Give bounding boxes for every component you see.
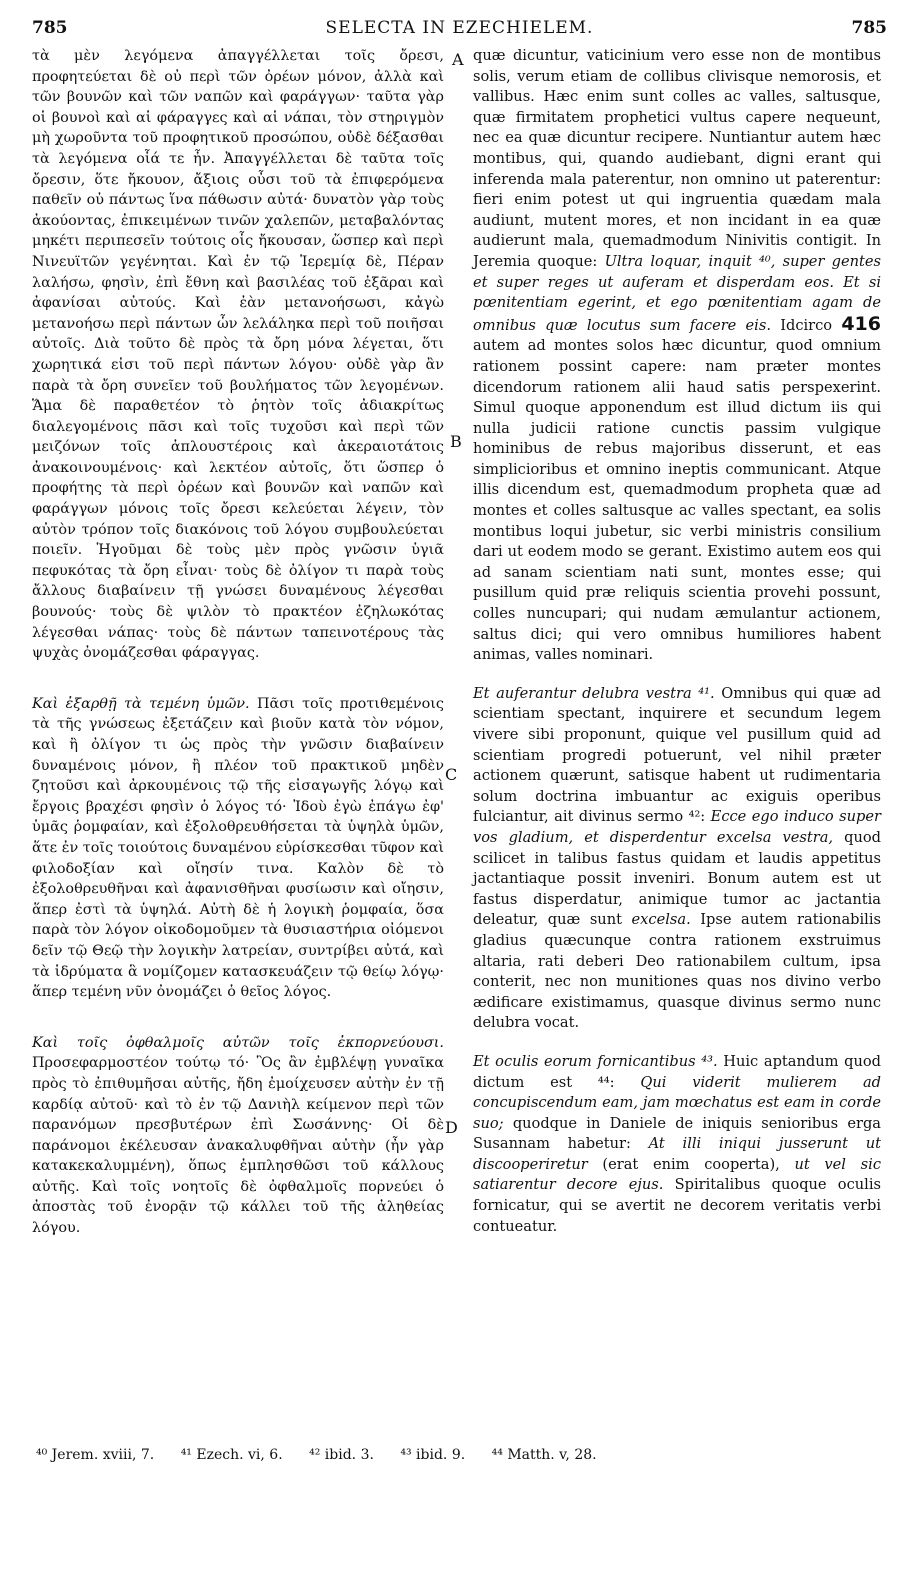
latin-quote-2b: excelsa. (631, 911, 691, 929)
footnote: ⁴² ibid. 3. (309, 1447, 374, 1463)
latin-text-3d: Spiritalibus quoque oculis fornicatur, qui se avertit ne decorem veritatis verbi contueatur. (473, 1176, 881, 1235)
margin-letter-d: D (445, 1118, 458, 1137)
page-number-left: 785 (32, 18, 68, 38)
footnote: ⁴³ ibid. 9. (400, 1447, 466, 1463)
latin-text-3c: (erat enim cooperta), (587, 1155, 795, 1173)
footnote: ⁴⁴ Matth. v, 28. (491, 1447, 597, 1463)
greek-lemma-2: Καὶ ἐξαρθῇ τὰ τεμένη ὑμῶν. (32, 695, 250, 712)
margin-letter-b: B (450, 432, 462, 451)
latin-text-1b: autem ad montes solos hæc dicuntur, quod omnium rationem possint capere: nam præter montes dicendorum rationem alii haud satis perspexerint. Simul quoque apponendum est illud dictum iis qui nulla judicii ratione cunctis passim vulgique hominibus de rebus majoribus disserunt, et eas simplicioribus et omnino ineptis communicant. Atque illis dicendum est, quemadmodum propheta quæ ad montes et colles saltusque ac valles spectant, ea solis montibus loqui jubetur, sic verbi ministris consilium dari ut eodem modo se gerant. Existimo autem eos qui ad sanam scientiam nati sunt, montes esse; qui pusillum quid præ reliquis scientia provehi possunt, colles nuncupari; qui nudam æmulantur actionem, saltus dici; qui vero omnibus humiliores habent animas, valles nominari. (473, 337, 881, 664)
latin-text-3a: Huic aptandum quod dictum est ⁴⁴: (473, 1052, 881, 1091)
latin-text-1a: quæ dicuntur, vaticinium vero esse non de montibus solis, verum etiam de collibus clivisque nemorosis, et vallibus. Hæc enim sunt colles ac valles, saltusque, quæ firmitatem prophetici vultus capere nequeunt, nec ea quæ dicuntur recipere. Nuntiantur autem hæc montibus, qui, quando audiebant, digni erant qui inferenda mala paterentur, non omnino ut paterentur: fieri enim potest ut qui ingruentia quædam mala audiunt, mutent mores, et non incidant in ea quæ audierunt mala, quemadmodum Ninivitis contigit. In Jeremia quoque: (473, 47, 881, 270)
greek-paragraph-2 (32, 694, 444, 1003)
latin-text-2c: Ipse autem rationabilis gladius quæcunque contra rationem exstruimus altaria, rati deberi Deo rationabilem cultum, ipsa conterit, nec non munitiones quas nos divino verbo ædificare existimamus, quasque divinus sermo nunc delubra vocat. (473, 911, 881, 1032)
latin-paragraph-3 (473, 1052, 881, 1237)
running-title: SELECTA IN EZECHIELEM. (325, 18, 594, 38)
latin-lemma-2: Et auferantur delubra vestra ⁴¹. (473, 684, 715, 702)
latin-quote-3c: ut vel sic satiarentur decore ejus. (473, 1155, 881, 1194)
latin-quote-3: Qui viderit mulierem ad concupiscendum eam, jam mœchatus est eam in corde suo; (473, 1073, 881, 1132)
greek-lemma-3: Καὶ τοῖς ὀφθαλμοῖς αὐτῶν τοῖς ἐκπορνεύουσι. (32, 1034, 444, 1051)
latin-quote-1: Ultra loquar, inquit ⁴⁰, super gentes et super reges ut auferam et disperdam eos. Et si pœnitentiam egerint, et ego pœnitentiam agam de omnibus quæ locutus sum facere eis. (473, 252, 882, 334)
page-header (32, 14, 887, 44)
greek-paragraph-1: τὰ μὲν λεγόμενα ἀπαγγέλλεται τοῖς ὄρεσι, προφητεύεται δὲ οὐ περὶ τῶν ὀρέων μόνον, ἀλλὰ καὶ τῶν βουνῶν καὶ τῶν ναπῶν καὶ φαράγγων· ταῦτα γὰρ οἱ βουνοὶ καὶ αἱ φάραγγες καὶ αἱ νάπαι, τὸν στηριγμὸν μὴ χωροῦντα τοῦ προφητικοῦ προσώπου, οὐδὲ δέξασθαι τὰ λεγόμενα οἷά τε ἦν. Ἀπαγγέλλεται δὲ ταῦτα τοῖς ὄρεσιν, ὅτε ἤκουον, ἄξιοις οὖσι τοῦ τὰ ἐπιφερόμενα παθεῖν οὐ πάντως ἵνα πάθωσιν αὐτά· δυνατὸν γὰρ τοὺς ἀκούοντας, ἐπικειμένων τινῶν χαλεπῶν, μεταβαλόντας μηκέτι περιπεσεῖν τούτοις οἷς ἤκουσαν, ὥσπερ καὶ περὶ Νινευϊτῶν γεγένηται. Καὶ ἐν τῷ Ἱερεμίᾳ δὲ, Πέραν λαλήσω, φησὶν, ἐπὶ ἔθνη καὶ βασιλέας τοῦ ἐξᾶραι καὶ ἀφανίσαι αὐτούς. Καὶ ἐὰν μετανοήσωσι, κἀγὼ μετανοήσω περὶ πάντων ὧν λελάληκα περὶ τοῦ ποιῆσαι αὐτοῖς. Διὰ τοῦτο δὲ πρὸς τὰ ὄρη μόνα λέγεται, ὅτι χωρητικά εἰσι τοῦ περὶ πάντων λόγου· οὐδὲ γὰρ ἂν παρὰ τὰ ὄρη συνεῖεν τοῦ βουλήματος τῶν λεγομένων. Ἅμα δὲ παραθετέον τὸ ῥητὸν τοῖς ἀδιακρίτως διαλεγομένοις πᾶσι καὶ τοῖς τυχοῦσι καὶ περὶ τῶν μειζόνων τοῖς ἁπλουστέροις καὶ ἀκεραιοτάτοις ἀνακοινουμένοις· καὶ λεκτέον αὐτοῖς, ὅτι ὥσπερ ὁ προφήτης τὰ περὶ ὀρέων καὶ βουνῶν καὶ ναπῶν καὶ φαράγγων μόνοις τοῖς ὄρεσι κελεύεται λέγειν, τὸν αὐτὸν τρόπον τοῖς διακόνοις τοῦ λόγου συμβουλεύεται ποιεῖν. Ἡγοῦμαι δὲ τοὺς μὲν πρὸς γνῶσιν ὑγιᾶ πεφυκότας τὰ ὄρη εἶναι· τοὺς δὲ ὀλίγον τι παρὰ τοὺς ἄλλους διαβαίνειν τῇ γνώσει δυναμένους λέγεσθαι βουνούς· τοὺς δὲ ψιλὸν τὸ πρακτέον ἐζηλωκότας λέγεσθαι νάπας· τοὺς δὲ πάντων ταπεινοτέρους τὰς ψυχὰς ὀνομάζεσθαι φάραγγας. (32, 48, 444, 662)
latin-text-2a: Omnibus qui quæ ad scientiam spectant, inquirere et secundum legem vivere sibi proponunt, quique vel pusillum quid ad scientiam progredi potuerunt, vel nihil præter actionem quærunt, satisque habent ut rudimentaria solum doctrina imbuantur ac exiguis operibus fulciantur, ait divinus sermo ⁴²: (473, 684, 881, 826)
latin-text-2b: quod scilicet in talibus fastus quidam et laudis appetitus jactantiaque possit inveniri. Bonum autem est ut fastus disperdatur, animique tumor ac jactantia deleatur, quæ sunt (473, 828, 882, 929)
latin-column (473, 46, 881, 1237)
latin-text-3b: quodque in Daniele de iniquis senioribus erga Susannam habetur: (473, 1114, 881, 1153)
greek-column (32, 46, 444, 1239)
latin-quote-2: Ecce ego induco super vos gladium, et disperdentur excelsa vestra, (473, 808, 881, 846)
latin-lemma-3: Et oculis eorum fornicantibus ⁴³. (473, 1052, 718, 1070)
greek-text-2: Πᾶσι τοῖς προτιθεμένοις τὰ τῆς γνώσεως ἐξετάζειν καὶ βιοῦν κατὰ τὸν νόμον, καὶ ἢ ὀλίγον τι ὡς πρὸς τὴν γνῶσιν διαβαίνειν δυναμένοις μόνον, ἢ πλέον τοῦ πρακτικοῦ μηδὲν ζητοῦσι καὶ ἀρκουμένοις τῷ τῆς εἰσαγωγῆς λόγῳ καὶ ἔργοις βραχέσι φησὶν ὁ λόγος τό· Ἰδοὺ ἐγὼ ἐπάγω ἐφ' ὑμᾶς ῥομφαίαν, καὶ ἐξολοθρευθήσεται τὰ ὑψηλὰ ὑμῶν, ἅτε ἐν τοῖς τοιούτοις δυναμένου εὑρίσκεσθαι τῦφον καὶ φιλοδοξίαν καὶ οἴησίν τινα. Καλὸν δὲ τὸ ἐξολοθρευθῆναι καὶ ἀφανισθῆναι φυσίωσιν καὶ οἴησιν, ἅπερ ἐστὶ τὰ ὑψηλά. Αὐτὴ δὲ ἡ λογικὴ ῥομφαία, ὅσα παρὰ τὸν λόγον οἰκοδομοῦμεν τὰ θυσιαστήρια οἰόμενοι δεῖν τῷ Θεῷ τὴν λογικὴν λατρείαν, συντρίβει αὐτά, καὶ τὰ ἱδρύματα ἃ νομίζομεν κατασκευάζειν τῷ θείῳ λόγῳ· ἅπερ τεμένη νῦν ὀνομάζει ὁ θεῖος λόγος. (32, 695, 444, 1001)
footnotes (36, 1447, 886, 1463)
column-number: 416 (841, 312, 881, 335)
margin-letter-a: A (452, 50, 464, 69)
page-number-right: 785 (851, 18, 887, 38)
latin-text-1b-pre: Idcirco (770, 316, 842, 334)
footnote: ⁴¹ Ezech. vi, 6. (180, 1447, 283, 1463)
margin-letter-c: C (445, 765, 458, 784)
greek-text-3: Προσεφαρμοστέον τούτῳ τό· Ὃς ἂν ἐμβλέψῃ γυναῖκα πρὸς τὸ ἐπιθυμῆσαι αὐτῆς, ἤδη ἐμοίχευσεν αὐτὴν ἐν τῇ καρδίᾳ αὐτοῦ· καὶ τὸ ἐν τῷ Δανιὴλ κείμενον περὶ τῶν παρανόμων πρεσβυτέρων ἐπὶ Σωσάννης· Οἱ δὲ παράνομοι ἐκέλευσαν ἀνακαλυφθῆναι αὐτὴν (ἦν γὰρ κατακεκαλυμμένη), ὅπως ἐμπλησθῶσι τοῦ κάλλους αὐτῆς. Καὶ τοῖς νοητοῖς δὲ ὀφθαλμοῖς πορνεύει ὁ ἀποστὰς τοῦ ἐνορᾷν τῷ κάλλει τοῦ τῆς ἀληθείας λόγου. (32, 1055, 444, 1237)
greek-paragraph-3 (32, 1033, 444, 1239)
latin-paragraph-1 (473, 46, 881, 666)
latin-quote-3b: At illi iniqui jusserunt ut discooperiretur (473, 1135, 881, 1173)
latin-paragraph-2 (473, 684, 881, 1034)
footnote: ⁴⁰ Jerem. xviii, 7. (36, 1447, 155, 1463)
